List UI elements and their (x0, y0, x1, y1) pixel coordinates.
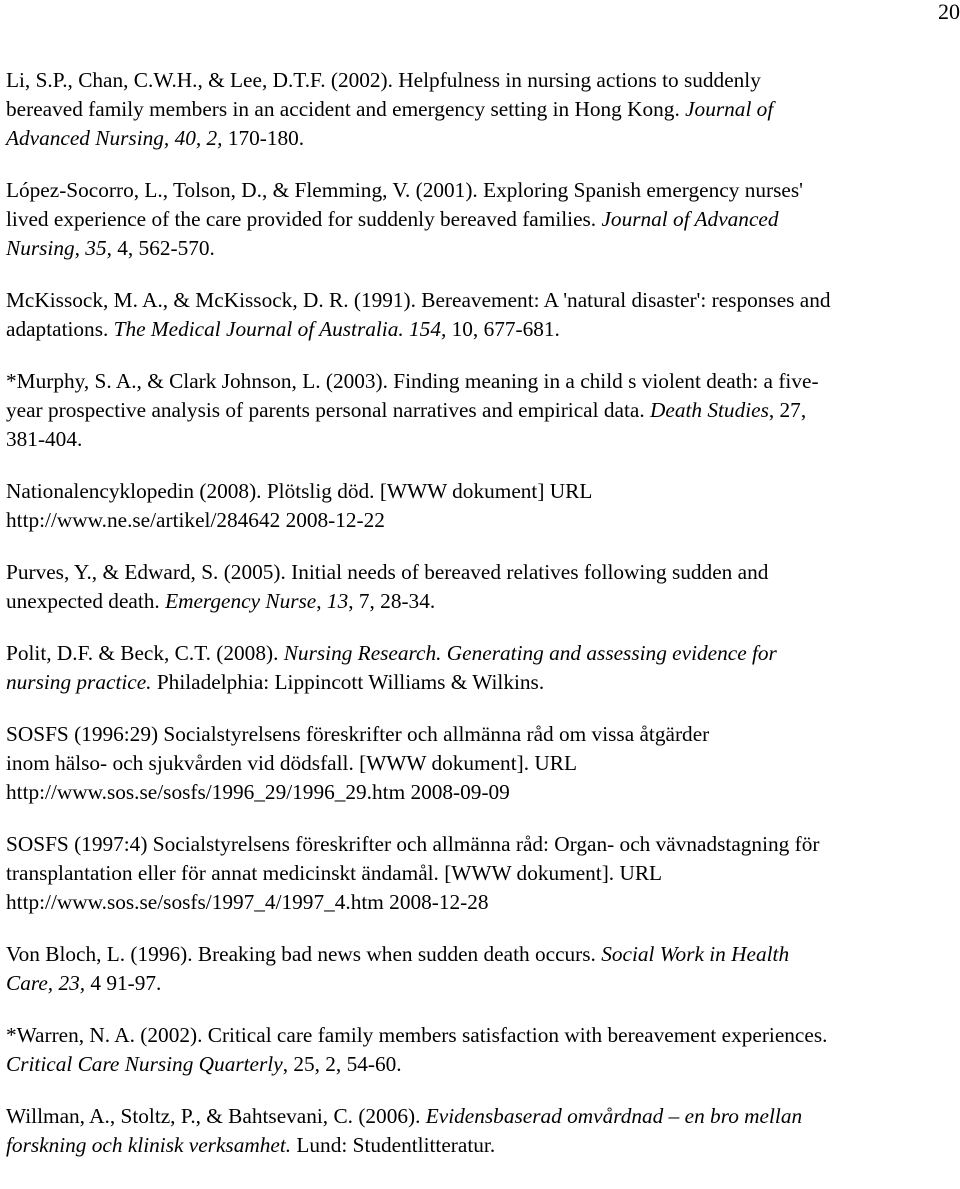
reference-line (6, 778, 958, 807)
reference-text: Li, S.P., Chan, C.W.H., & Lee, D.T.F. (2002). Helpfulness in nursing actions to suddenly (6, 68, 761, 92)
reference-line (6, 234, 958, 263)
reference-italic-text: The Medical Journal of Australia. 154, (113, 317, 447, 341)
reference-text: *Warren, N. A. (2002). Critical care family members satisfaction with bereavement experiences. (6, 1023, 828, 1047)
reference-line (6, 1050, 958, 1079)
reference-italic-text: forskning och klinisk verksamhet. (6, 1133, 292, 1157)
reference-text: unexpected death. (6, 589, 166, 613)
reference-text: transplantation eller för annat medicinskt ändamål. [WWW dokument]. URL (6, 861, 663, 885)
reference-line (6, 558, 958, 587)
reference-line (6, 749, 958, 778)
reference-text: , (316, 589, 327, 613)
reference-text: http://www.ne.se/artikel/284642 2008-12-22 (6, 508, 385, 532)
reference-italic-text: Evidensbaserad omvårdnad – en bro mellan (425, 1104, 803, 1128)
reference-line (6, 205, 958, 234)
reference-line (6, 639, 958, 668)
reference-line (6, 124, 958, 153)
reference-entry (6, 830, 958, 917)
reference-text: López-Socorro, L., Tolson, D., & Flemming, V. (2001). Exploring Spanish emergency nurses' (6, 178, 803, 202)
reference-text: Polit, D.F. & Beck, C.T. (2008). (6, 641, 284, 665)
reference-line (6, 66, 958, 95)
reference-text: , 7, 28-34. (348, 589, 436, 613)
reference-text: , 27, (768, 398, 807, 422)
reference-italic-text: Emergency Nurse (165, 589, 317, 613)
reference-list (6, 66, 958, 1183)
reference-italic-text: Critical Care Nursing Quarterly (6, 1052, 283, 1076)
reference-text: Von Bloch, L. (1996). Breaking bad news when sudden death occurs. (6, 942, 602, 966)
reference-italic-text: Social Work in Health (601, 942, 790, 966)
reference-text: lived experience of the care provided for suddenly bereaved families. (6, 207, 602, 231)
reference-line (6, 668, 958, 697)
reference-line (6, 477, 958, 506)
page-number: 20 (938, 0, 960, 24)
reference-text: *Murphy, S. A., & Clark Johnson, L. (2003). Finding meaning in a child s violent death: a five- (6, 369, 819, 393)
reference-text: 10, 677-681. (446, 317, 560, 341)
reference-text: , 25, 2, 54-60. (282, 1052, 402, 1076)
reference-line (6, 95, 958, 124)
reference-text: SOSFS (1997:4) Socialstyrelsens föreskrifter och allmänna råd: Organ- och vävnadstagning för (6, 832, 820, 856)
reference-text: bereaved family members in an accident and emergency setting in Hong Kong. (6, 97, 686, 121)
reference-text: Lund: Studentlitteratur. (291, 1133, 496, 1157)
reference-text: , 4, 562-570. (106, 236, 215, 260)
reference-entry (6, 639, 958, 697)
reference-line (6, 1131, 958, 1160)
reference-italic-text: Nursing, 35 (6, 236, 107, 260)
reference-text: Purves, Y., & Edward, S. (2005). Initial needs of bereaved relatives following sudden and (6, 560, 769, 584)
reference-entry (6, 477, 958, 535)
reference-italic-text: Death Studies (649, 398, 769, 422)
reference-text: 4 91-97. (85, 971, 162, 995)
reference-italic-text: Advanced Nursing, 40, 2, (6, 126, 223, 150)
reference-text: Willman, A., Stoltz, P., & Bahtsevani, C. (2006). (6, 1104, 426, 1128)
reference-line (6, 176, 958, 205)
reference-italic-text: Care, 23, (6, 971, 86, 995)
reference-entry (6, 1102, 958, 1160)
reference-italic-text: nursing practice. (6, 670, 152, 694)
reference-text: adaptations. (6, 317, 114, 341)
reference-italic-text: Nursing Research. Generating and assessing evidence for (283, 641, 777, 665)
reference-line (6, 888, 958, 917)
reference-entry (6, 1021, 958, 1079)
reference-italic-text: Journal of Advanced (601, 207, 779, 231)
reference-entry (6, 940, 958, 998)
reference-line (6, 830, 958, 859)
reference-entry (6, 286, 958, 344)
reference-entry (6, 176, 958, 263)
reference-entry (6, 720, 958, 807)
reference-text: Philadelphia: Lippincott Williams & Wilkins. (151, 670, 545, 694)
reference-line (6, 367, 958, 396)
reference-line (6, 1021, 958, 1050)
reference-text: 170-180. (222, 126, 305, 150)
reference-line (6, 859, 958, 888)
reference-text: 381-404. (6, 427, 83, 451)
reference-text: http://www.sos.se/sosfs/1997_4/1997_4.htm 2008-12-28 (6, 890, 489, 914)
reference-line (6, 1102, 958, 1131)
reference-entry (6, 558, 958, 616)
reference-text: Nationalencyklopedin (2008). Plötslig död. [WWW dokument] URL (6, 479, 593, 503)
reference-line (6, 940, 958, 969)
reference-entry (6, 367, 958, 454)
reference-text: SOSFS (1996:29) Socialstyrelsens föreskrifter och allmänna råd om vissa åtgärder (6, 722, 710, 746)
reference-line (6, 587, 958, 616)
reference-text: year prospective analysis of parents personal narratives and empirical data. (6, 398, 650, 422)
reference-text: inom hälso- och sjukvården vid dödsfall. [WWW dokument]. URL (6, 751, 577, 775)
reference-entry (6, 66, 958, 153)
reference-line (6, 969, 958, 998)
reference-text: McKissock, M. A., & McKissock, D. R. (1991). Bereavement: A 'natural disaster': responses and (6, 288, 831, 312)
reference-line (6, 506, 958, 535)
reference-italic-text: Journal of (685, 97, 774, 121)
reference-line (6, 396, 958, 425)
reference-italic-text: 13 (326, 589, 349, 613)
reference-line (6, 425, 958, 454)
reference-text: http://www.sos.se/sosfs/1996_29/1996_29.htm 2008-09-09 (6, 780, 510, 804)
reference-line (6, 286, 958, 315)
reference-line (6, 315, 958, 344)
reference-line (6, 720, 958, 749)
